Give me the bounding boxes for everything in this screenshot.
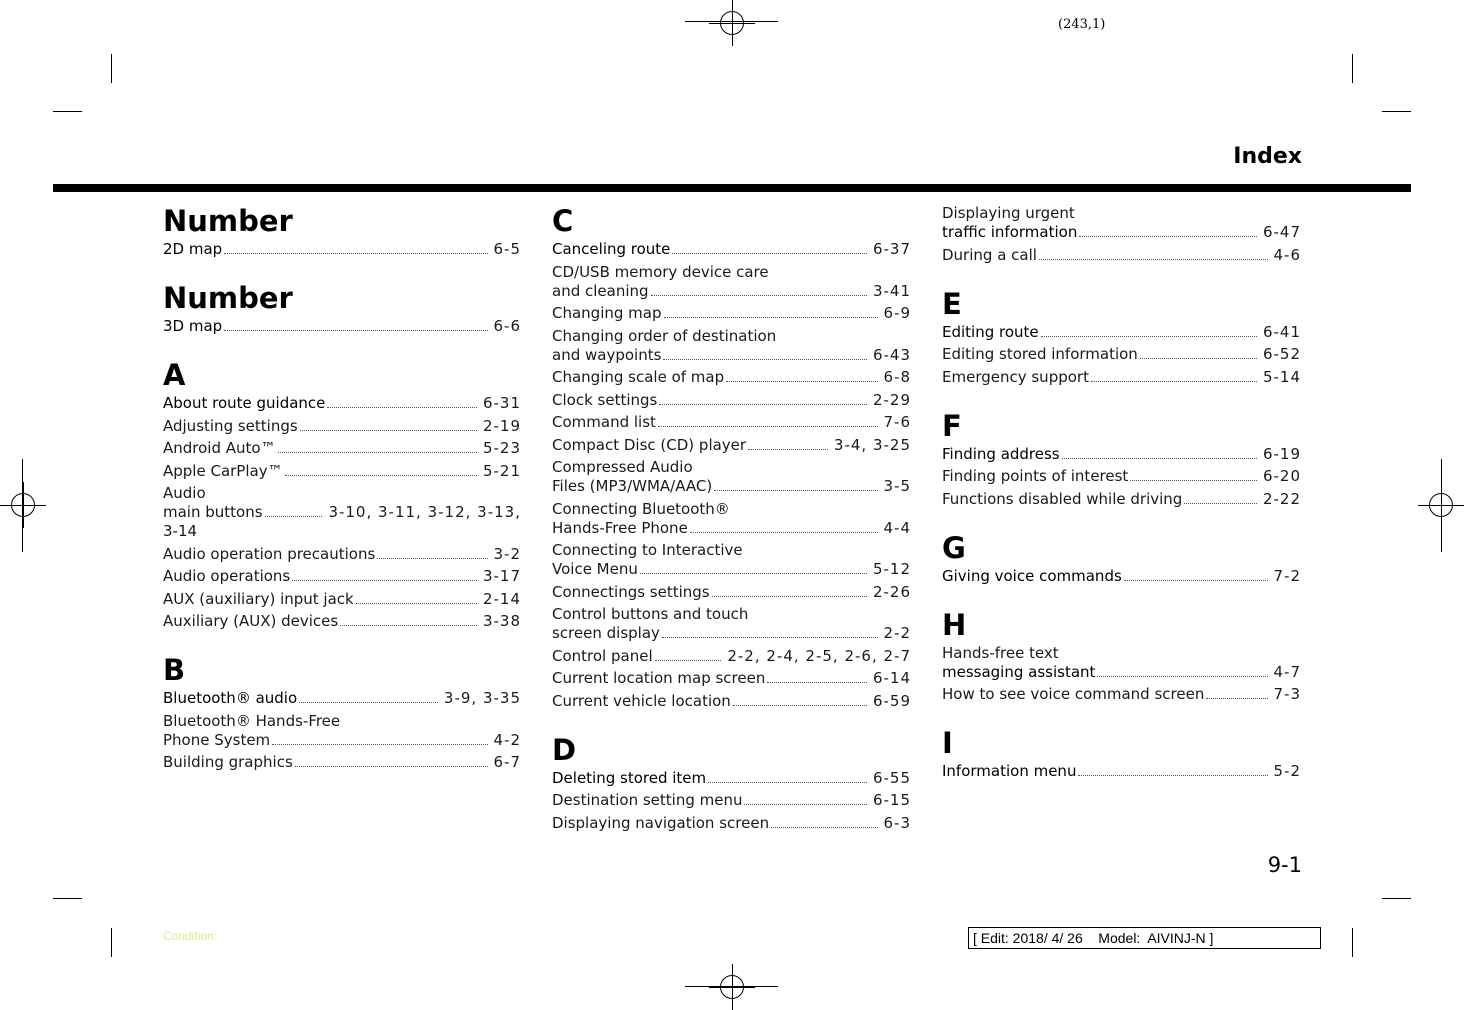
index-entry-page[interactable]: 2-22 — [1262, 489, 1301, 508]
dot-leader — [224, 241, 487, 254]
dot-leader — [663, 347, 867, 360]
index-entry[interactable] — [552, 500, 911, 538]
index-entry-term: Current location map screen — [552, 669, 766, 687]
index-entry[interactable] — [942, 323, 1301, 342]
index-entry-term: Adjusting settings — [163, 416, 298, 435]
dot-leader — [690, 520, 878, 533]
index-entry-term: Information menu — [942, 762, 1077, 780]
index-entry-term: Files (MP3/WMA/AAC) — [552, 477, 713, 495]
dot-leader — [224, 318, 487, 331]
dot-leader — [295, 754, 488, 767]
index-entry-term: Command list — [552, 413, 656, 431]
index-entry-page[interactable]: 6-52 — [1262, 345, 1301, 363]
index-entry[interactable] — [942, 567, 1301, 586]
index-entry-page[interactable]: 5-14 — [1262, 367, 1301, 386]
index-entry-term: Deleting stored item — [552, 768, 707, 787]
index-entry[interactable] — [942, 685, 1301, 704]
index-entry-page[interactable]: 4-4 — [883, 518, 911, 537]
index-entry-term: Editing route — [942, 322, 1039, 341]
dot-leader — [640, 561, 867, 574]
index-entry[interactable] — [163, 753, 521, 772]
dot-leader — [300, 418, 477, 431]
index-entry-term: and waypoints — [552, 345, 662, 364]
dot-leader — [662, 625, 878, 638]
index-entry[interactable] — [552, 583, 911, 602]
index-entry-page[interactable]: 2-2, 2-4, 2-5, 2-6, 2-7 — [727, 646, 911, 665]
index-entry[interactable] — [552, 692, 911, 711]
index-entry-term: and cleaning — [552, 281, 649, 300]
section-heading: Number — [163, 204, 293, 238]
index-entry-term: 3D map — [163, 317, 223, 335]
dot-leader — [272, 732, 487, 745]
index-entry-term: Audio operation precautions — [163, 544, 376, 563]
dot-leader — [771, 815, 877, 828]
index-entry-page[interactable]: 7-3 — [1273, 685, 1301, 703]
dot-leader — [1062, 446, 1257, 459]
index-entry[interactable] — [552, 327, 911, 365]
index-entry-page[interactable]: 2-19 — [482, 416, 521, 435]
dot-leader — [708, 770, 867, 783]
index-entry[interactable] — [163, 439, 521, 458]
index-entry-term: traffic information — [942, 223, 1078, 241]
dot-leader — [285, 463, 477, 476]
index-entry-term: Audio operations — [163, 567, 291, 585]
index-entry-term: How to see voice command screen — [942, 685, 1205, 703]
index-entry-term: Giving voice commands — [942, 566, 1122, 585]
section-heading: A — [163, 358, 186, 392]
section-heading: C — [552, 204, 574, 238]
registration-mark-icon — [709, 0, 755, 46]
dot-leader — [1079, 224, 1257, 237]
dot-leader — [1130, 468, 1257, 481]
index-entry-term: Bluetooth® audio — [163, 689, 298, 707]
dot-leader — [299, 690, 438, 703]
section-heading: H — [942, 607, 967, 642]
index-entry-page[interactable]: 3-17 — [482, 567, 521, 585]
index-entry-term: Finding points of interest — [942, 467, 1129, 485]
section-heading: Number — [163, 281, 293, 315]
index-entry-page[interactable]: 5-12 — [872, 560, 911, 578]
index-entry-page[interactable]: 3-9, 3-35 — [443, 689, 521, 707]
index-entry[interactable] — [942, 246, 1301, 265]
dot-leader — [278, 440, 477, 453]
index-entry-page[interactable]: 6-6 — [493, 317, 521, 335]
index-entry-term: Auxiliary (AUX) devices — [163, 612, 339, 630]
dot-leader — [1140, 346, 1257, 359]
dot-leader — [744, 792, 866, 805]
dot-leader — [1091, 369, 1257, 382]
header-divider — [53, 184, 1411, 192]
dot-leader — [1184, 491, 1257, 504]
index-entry[interactable] — [552, 605, 911, 643]
registration-mark-icon — [1418, 482, 1464, 528]
index-entry-term: 2D map — [163, 240, 223, 258]
index-entry-term: Finding address — [942, 444, 1060, 463]
index-entry[interactable] — [942, 345, 1301, 364]
index-column-3 — [942, 204, 1301, 785]
crop-mark — [53, 898, 82, 899]
section-heading: E — [942, 286, 962, 321]
index-entry[interactable] — [163, 545, 521, 564]
index-entry-term-line: Displaying urgent — [942, 204, 1075, 222]
index-entry[interactable] — [552, 458, 911, 496]
index-entry[interactable] — [552, 669, 911, 688]
index-entry-page[interactable]: 3-10, 3-11, 3-12, 3-13, — [328, 503, 521, 521]
index-entry-page[interactable]: 6-5 — [493, 240, 521, 258]
section-heading: D — [552, 732, 577, 767]
index-entry-page[interactable]: 4-6 — [1273, 245, 1301, 264]
index-entry-term: Control panel — [552, 646, 653, 665]
dot-leader — [664, 305, 878, 318]
dot-leader — [748, 437, 828, 450]
index-entry[interactable] — [163, 567, 521, 586]
index-entry-page[interactable]: 3-2 — [493, 544, 521, 563]
registration-mark-icon — [0, 482, 46, 528]
index-entry[interactable] — [163, 590, 521, 609]
index-entry-page[interactable]: 5-21 — [482, 461, 521, 480]
index-entry-page[interactable]: 6-43 — [872, 345, 911, 364]
index-entry[interactable] — [163, 612, 521, 631]
index-entry-term-line: CD/USB memory device care — [552, 262, 769, 281]
index-entry-page[interactable]: 7-2 — [1273, 566, 1301, 585]
index-entry-term-line: Bluetooth® Hands-Free — [163, 711, 341, 730]
index-entry-term-line: Connecting to Interactive — [552, 541, 743, 559]
dot-leader — [1039, 247, 1268, 260]
index-entry-page[interactable]: 6-3 — [883, 813, 911, 832]
dot-leader — [655, 648, 722, 661]
section-heading: F — [942, 408, 962, 443]
index-entry[interactable] — [163, 712, 521, 750]
dot-leader — [726, 369, 877, 382]
index-entry-term: Voice Menu — [552, 560, 638, 578]
index-entry[interactable] — [552, 791, 911, 810]
dot-leader — [1206, 686, 1267, 699]
index-entry-term: About route guidance — [163, 394, 326, 412]
crop-mark — [1352, 928, 1353, 957]
dot-leader — [292, 568, 477, 581]
index-entry-page[interactable]: 3-5 — [883, 477, 911, 495]
index-entry[interactable] — [552, 436, 911, 455]
condition-label: Condition: — [163, 929, 218, 943]
dot-leader — [714, 478, 877, 491]
dot-leader — [651, 283, 867, 296]
crop-mark — [53, 111, 82, 112]
index-entry-term: messaging assistant — [942, 662, 1096, 681]
index-entry-term-line: Audio — [163, 484, 206, 502]
index-entry-page[interactable]: 6-47 — [1262, 223, 1301, 241]
crop-mark — [111, 928, 112, 957]
index-entry[interactable] — [942, 204, 1301, 242]
index-entry-term: Hands-Free Phone — [552, 518, 688, 537]
index-entry-page[interactable]: 5-23 — [482, 439, 521, 457]
index-entry-page[interactable]: 6-9 — [883, 304, 911, 322]
index-entry-term: Apple CarPlay™ — [163, 461, 283, 480]
index-entry-term: Connectings settings — [552, 582, 710, 601]
index-entry-term: Displaying navigation screen — [552, 813, 770, 832]
index-entry-page[interactable]: 2-29 — [872, 390, 911, 409]
page-number: 9-1 — [1267, 853, 1302, 877]
index-entry-term: Changing map — [552, 304, 662, 322]
edit-info-box: [ Edit: 2018/ 4/ 26 Model: AIVINJ-N ] — [968, 927, 1321, 949]
index-entry[interactable] — [163, 462, 521, 481]
dot-leader — [672, 241, 867, 254]
dot-leader — [712, 584, 867, 597]
dot-leader — [659, 392, 867, 405]
index-entry-term-line: Compressed Audio — [552, 458, 693, 476]
index-entry[interactable] — [552, 263, 911, 301]
dot-leader — [1124, 568, 1268, 581]
index-entry-term-line: Hands-free text — [942, 643, 1059, 662]
index-entry-page[interactable]: 4-2 — [493, 730, 521, 749]
index-entry-term: Destination setting menu — [552, 791, 743, 809]
index-entry[interactable] — [942, 644, 1301, 682]
index-entry[interactable] — [163, 240, 521, 259]
crop-mark — [111, 54, 112, 83]
index-entry-page[interactable]: 3-4, 3-25 — [833, 435, 911, 454]
section-heading: G — [942, 530, 966, 565]
section-heading: B — [163, 653, 186, 687]
index-entry[interactable] — [942, 368, 1301, 387]
index-entry-page[interactable]: 2-2 — [883, 624, 911, 642]
crop-mark — [1382, 898, 1411, 899]
registration-mark-icon — [709, 964, 755, 1010]
dot-leader — [1041, 324, 1257, 337]
page-title: Index — [1233, 144, 1302, 169]
index-entry-page[interactable]: 6-37 — [872, 240, 911, 258]
index-entry-page[interactable]: 5-2 — [1273, 762, 1301, 780]
index-column-2 — [552, 204, 911, 836]
index-entry-term: Functions disabled while driving — [942, 489, 1183, 508]
index-entry-term-line: Control buttons and touch — [552, 605, 749, 623]
index-entry-term: Building graphics — [163, 753, 293, 771]
index-entry-term: Clock settings — [552, 390, 658, 409]
dot-leader — [767, 670, 867, 683]
index-entry-term: Changing scale of map — [552, 368, 725, 386]
crop-mark — [1382, 111, 1411, 112]
dot-leader — [356, 591, 477, 604]
index-entry-page[interactable]: 6-59 — [872, 691, 911, 710]
index-entry-term: Android Auto™ — [163, 439, 276, 457]
index-entry-page[interactable]: 6-41 — [1262, 322, 1301, 341]
index-entry[interactable] — [163, 394, 521, 413]
dot-leader — [377, 546, 487, 559]
index-entry-page[interactable]: 6-8 — [883, 368, 911, 386]
index-entry-page[interactable]: 6-7 — [493, 753, 521, 771]
dot-leader — [327, 395, 477, 408]
index-entry-page[interactable]: 2-14 — [482, 589, 521, 608]
index-entry[interactable] — [552, 541, 911, 579]
dot-leader — [340, 613, 477, 626]
index-entry-page[interactable]: 3-38 — [482, 612, 521, 630]
index-entry[interactable] — [552, 304, 911, 323]
index-entry[interactable] — [163, 317, 521, 336]
index-entry-page[interactable]: 4-7 — [1273, 662, 1301, 681]
dot-leader — [1097, 664, 1267, 677]
index-entry-page[interactable]: 6-20 — [1262, 467, 1301, 485]
index-entry-page[interactable]: 2-26 — [872, 582, 911, 601]
index-entry-term: AUX (auxiliary) input jack — [163, 589, 354, 608]
index-entry[interactable] — [163, 417, 521, 436]
dot-leader — [265, 504, 323, 517]
index-entry[interactable] — [552, 413, 911, 432]
index-column-1 — [163, 204, 521, 776]
index-entry-page[interactable]: 6-19 — [1262, 444, 1301, 463]
index-entry-page[interactable]: 6-55 — [872, 768, 911, 787]
page-code: (243,1) — [1058, 17, 1106, 32]
index-entry[interactable] — [942, 467, 1301, 486]
index-entry-page[interactable]: 6-14 — [872, 669, 911, 687]
index-entry-term: Canceling route — [552, 240, 671, 258]
index-entry-term-line: Connecting Bluetooth® — [552, 499, 730, 518]
index-entry[interactable] — [552, 647, 911, 666]
index-entry-term: Editing stored information — [942, 345, 1138, 363]
index-entry-page[interactable]: 6-15 — [872, 791, 911, 809]
index-entry[interactable] — [942, 762, 1301, 781]
index-entry-term: screen display — [552, 624, 660, 642]
index-entry-term: Current vehicle location — [552, 691, 731, 710]
index-entry[interactable] — [163, 484, 521, 541]
index-entry-page-continued: 3-14 — [163, 522, 198, 540]
index-entry-page[interactable]: 6-31 — [482, 394, 521, 412]
dot-leader — [733, 693, 867, 706]
dot-leader — [1078, 763, 1267, 776]
dot-leader — [658, 414, 878, 427]
index-entry-term-line: Changing order of destination — [552, 326, 777, 345]
index-entry-page[interactable]: 7-6 — [883, 413, 911, 431]
index-entry-term: During a call — [942, 245, 1037, 264]
index-entry[interactable] — [163, 689, 521, 708]
crop-mark — [1352, 54, 1353, 83]
index-entry[interactable] — [942, 445, 1301, 464]
index-entry-term: main buttons — [163, 503, 263, 521]
index-entry[interactable] — [942, 490, 1301, 509]
index-entry-term: Compact Disc (CD) player — [552, 435, 747, 454]
index-entry-term: Phone System — [163, 730, 271, 749]
index-entry-term: Emergency support — [942, 367, 1089, 386]
index-entry[interactable] — [552, 769, 911, 788]
index-entry[interactable] — [552, 391, 911, 410]
index-entry[interactable] — [552, 368, 911, 387]
index-entry-page[interactable]: 3-41 — [872, 281, 911, 300]
section-heading: I — [942, 726, 953, 760]
index-entry[interactable] — [552, 814, 911, 833]
index-entry[interactable] — [552, 240, 911, 259]
